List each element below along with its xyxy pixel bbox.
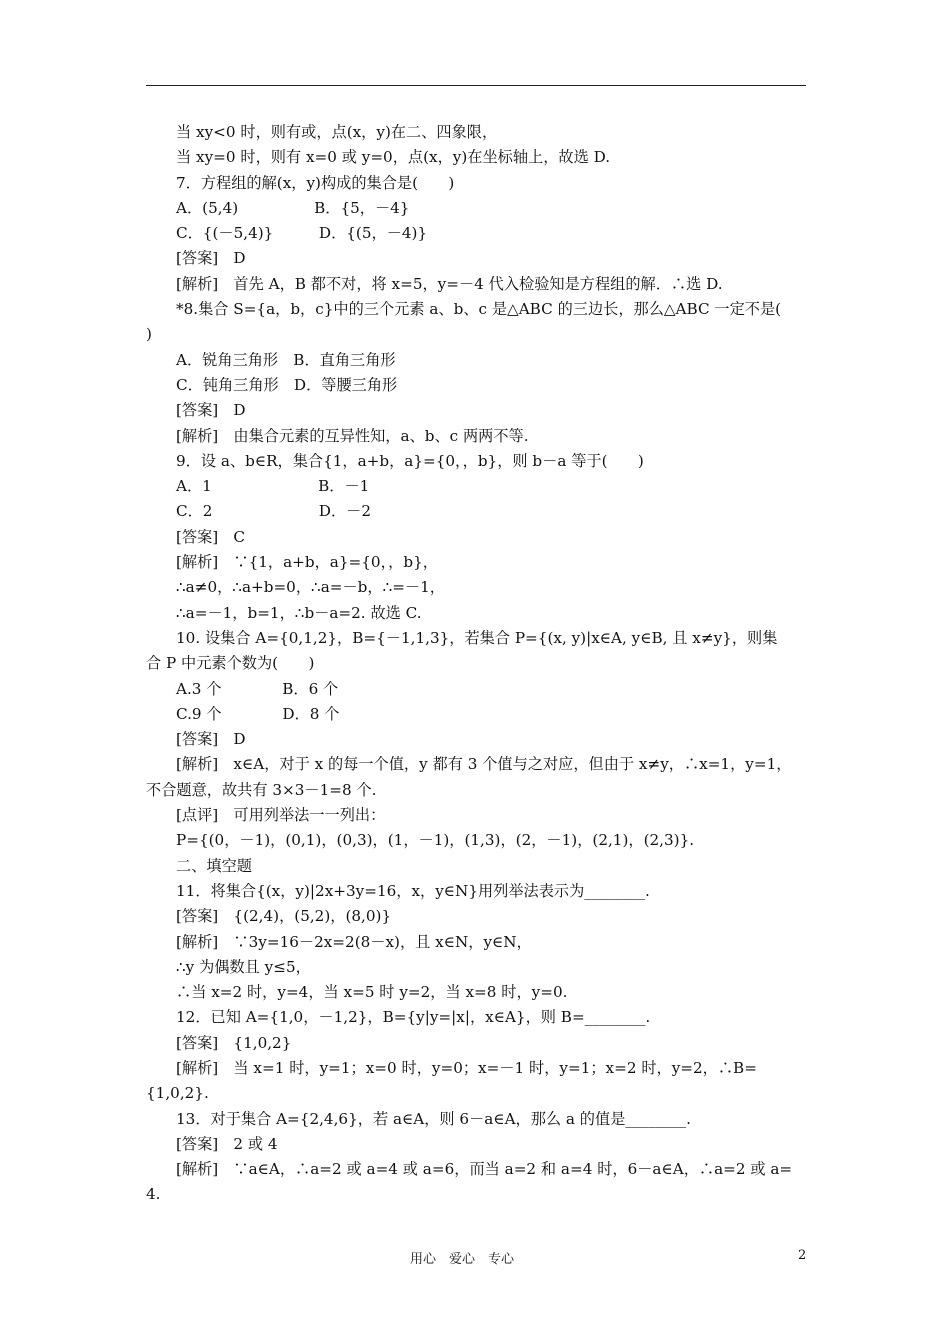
text-line: 合 P 中元素个数为( ) xyxy=(146,654,315,673)
text-line: ∴当 x=2 时，y=4，当 x=5 时 y=2，当 x=8 时，y=0. xyxy=(176,983,568,1002)
text-line: *8.集合 S={a，b，c}中的三个元素 a、b、c 是△ABC 的三边长，那么△ABC 一定不是( xyxy=(176,300,782,319)
text-line: 当 xy<0 时，则有或，点(x，y)在二、四象限， xyxy=(176,123,498,141)
text-line: [答案] {(2,4)，(5,2)，(8,0)} xyxy=(176,907,392,926)
text-line: 二、填空题 xyxy=(176,856,252,875)
header-rule xyxy=(146,85,806,86)
text-line: ∴a=－1，b=1，∴b－a=2. 故选 C. xyxy=(176,603,422,622)
text-line: [解析] ∵3y=16－2x=2(8－x)，且 x∈N，y∈N， xyxy=(176,932,532,951)
text-line: [答案] {1,0,2} xyxy=(176,1033,292,1052)
text-line: C．2 D．－2 xyxy=(176,502,371,521)
text-line: [解析] 由集合元素的互异性知，a、b、c 两两不等. xyxy=(176,426,529,445)
text-line: C．钝角三角形 D．等腰三角形 xyxy=(176,375,398,394)
text-line: [答案] D xyxy=(176,401,246,420)
text-line: [解析] 首先 A，B 都不对，将 x=5，y=－4 代入检验知是方程组的解．∴选 D. xyxy=(176,274,723,293)
text-line: A．1 B．－1 xyxy=(176,477,370,496)
text-line: P={(0，－1)，(0,1)，(0,3)，(1，－1)，(1,3)，(2，－1)，(2,1)，(2,3)}. xyxy=(176,831,695,850)
text-line: ∴a≠0，∴a+b=0，∴a=－b，∴=－1， xyxy=(176,578,445,597)
text-line: [答案] D xyxy=(176,249,246,268)
text-line: 10. 设集合 A={0,1,2}，B={－1,1,3}，若集合 P={(x, y)|x∈A, y∈B, 且 x≠y}，则集 xyxy=(176,628,778,647)
text-line: A.3 个 B．6 个 xyxy=(176,679,339,698)
document-body xyxy=(146,120,808,1208)
text-line: {1,0,2}. xyxy=(146,1084,209,1103)
text-line: 不合题意，故共有 3×3－1=8 个. xyxy=(146,780,377,799)
text-line: 12．已知 A={1,0，－1,2}，B={y|y=|x|，x∈A}，则 B=________. xyxy=(176,1008,651,1027)
text-line: C.9 个 D．8 个 xyxy=(176,704,340,723)
text-line: 4. xyxy=(146,1185,161,1204)
text-line: [解析] ∵{1，a+b，a}={0，，b}， xyxy=(176,553,438,572)
text-line: ∴y 为偶数且 y≤5， xyxy=(176,957,311,976)
text-line: [解析] 当 x=1 时，y=1；x=0 时，y=0；x=－1 时，y=1；x=2 时，y=2，∴B= xyxy=(176,1058,757,1077)
text-line: 13．对于集合 A={2,4,6}，若 a∈A，则 6－a∈A，那么 a 的值是________. xyxy=(176,1109,691,1128)
text-line: C．{(－5,4)} D．{(5，－4)} xyxy=(176,224,428,243)
text-line: 11．将集合{(x，y)|2x+3y=16，x，y∈N}用列举法表示为________. xyxy=(176,881,650,900)
text-line: 7．方程组的解(x，y)构成的集合是( ) xyxy=(176,173,455,192)
text-line: [解析] ∵a∈A，∴a=2 或 a=4 或 a=6，而当 a=2 和 a=4 时，6－a∈A，∴a=2 或 a= xyxy=(176,1160,793,1179)
text-line: [答案] C xyxy=(176,527,246,546)
text-line: ) xyxy=(146,325,152,344)
text-line: [点评] 可用列举法一一列出： xyxy=(176,806,386,825)
text-line: [解析] x∈A，对于 x 的每一个值，y 都有 3 个值与之对应，但由于 x≠y，∴x=1，y=1， xyxy=(176,755,792,774)
text-line: 9．设 a、b∈R，集合{1，a+b，a}={0，，b}，则 b－a 等于( ) xyxy=(176,451,644,470)
text-line: A．(5,4) B．{5，－4} xyxy=(176,198,410,217)
text-line: A．锐角三角形 B．直角三角形 xyxy=(176,350,396,369)
text-line: 当 xy=0 时，则有 x=0 或 y=0，点(x，y)在坐标轴上，故选 D. xyxy=(176,148,611,167)
page-number: 2 xyxy=(798,1248,807,1263)
text-line: [答案] 2 或 4 xyxy=(176,1134,278,1153)
text-line: [答案] D xyxy=(176,730,246,749)
footer-motto: 用心 爱心 专心 xyxy=(410,1252,515,1267)
